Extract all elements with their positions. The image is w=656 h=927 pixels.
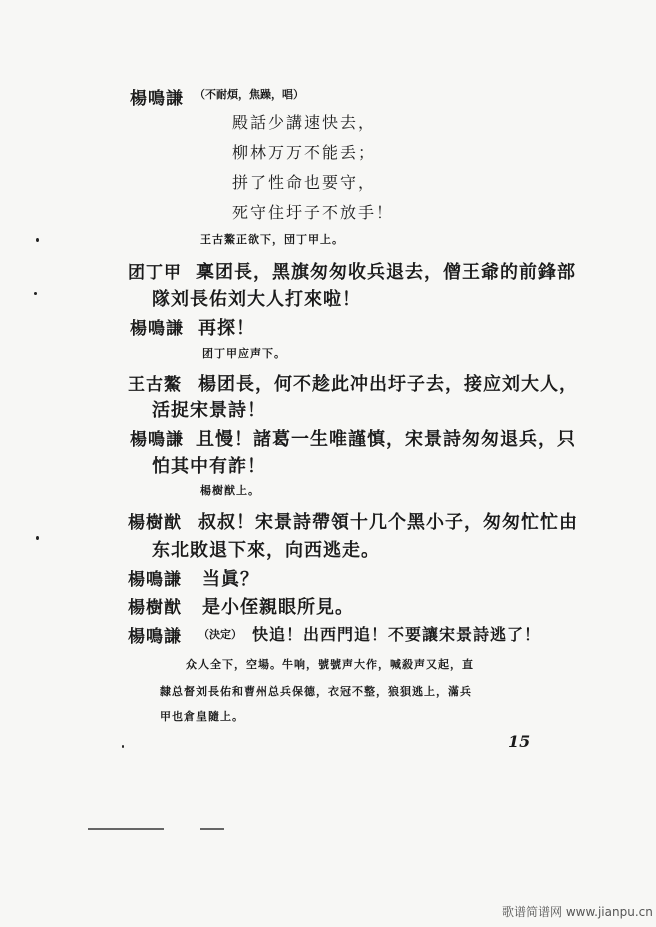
speaker-tuanding-jia: 团丁甲: [128, 263, 182, 283]
verse-line-1: 殿話少講速快去，: [232, 113, 377, 132]
verse-line-4: 死守住圩子不放手！: [232, 203, 395, 222]
scan-speck: [122, 745, 124, 748]
dialog-continuation: 活捉宋景詩！: [152, 400, 266, 421]
speaker-yang-mingqian: 楊鳴謙: [130, 430, 184, 450]
stage-direction: 众人全下，空場。牛响，號號声大作，喊殺声又起，直: [186, 658, 474, 671]
dialog-line: 快追！出西門追！不要讓宋景詩逃了！: [252, 625, 542, 644]
stage-direction-paren: （不耐煩，焦躁，唱）: [194, 88, 304, 101]
stage-direction: 甲也倉皇隨上。: [160, 710, 244, 723]
watermark-text: 歌谱简谱网 www.jianpu.cn: [502, 905, 653, 919]
verse-line-3: 拼了性命也要守，: [232, 173, 377, 192]
scan-line: [88, 828, 164, 830]
dialog-line: 且慢！諸葛一生唯謹慎，宋景詩匆匆退兵，只: [196, 429, 576, 450]
page-number: 15: [508, 732, 531, 751]
dialog-line: 再探！: [198, 318, 255, 339]
speaker-yang-mingqian: 楊鳴謙: [130, 89, 184, 109]
dialog-line: 稟团長，黑旗匆匆收兵退去，僧王爺的前鋒部: [196, 262, 576, 283]
stage-direction-paren: （決定）: [198, 628, 242, 641]
dialog-line: 楊团長，何不趁此冲出圩子去，接应刘大人，: [198, 374, 578, 395]
dialog-line: 当眞？: [202, 569, 259, 590]
stage-direction: 王古鰲正欲下，団丁甲上。: [200, 233, 344, 246]
speaker-yang-mingqian: 楊鳴謙: [128, 570, 182, 590]
speaker-wang-guao: 王古鰲: [128, 375, 182, 395]
dialog-continuation: 怕其中有詐！: [152, 456, 266, 477]
dialog-line: 是小侄親眼所見。: [202, 597, 354, 618]
speaker-yang-mingqian: 楊鳴謙: [130, 319, 184, 339]
stage-direction: 团丁甲应声下。: [202, 347, 286, 360]
dialog-line: 叔叔！宋景詩帶領十几个黑小子，匆匆忙忙由: [198, 512, 578, 533]
dialog-continuation: 隊刘長佑刘大人打來啦！: [152, 289, 361, 310]
verse-line-2: 柳林万万不能丢；: [232, 143, 377, 162]
stage-direction: 楊樹猷上。: [200, 484, 260, 497]
speaker-yang-shuyou: 楊樹猷: [128, 513, 182, 533]
scan-speck: [36, 536, 39, 540]
speaker-yang-shuyou: 楊樹猷: [128, 598, 182, 618]
speaker-yang-mingqian: 楊鳴謙: [128, 627, 182, 647]
stage-direction: 隸总督刘長佑和曹州总兵保德，衣冠不整，狼狽逃上，滿兵: [160, 685, 472, 698]
scan-line: [200, 828, 224, 830]
scan-speck: [36, 238, 39, 242]
scan-speck: [34, 292, 37, 295]
dialog-continuation: 东北敗退下來，向西逃走。: [152, 540, 380, 561]
